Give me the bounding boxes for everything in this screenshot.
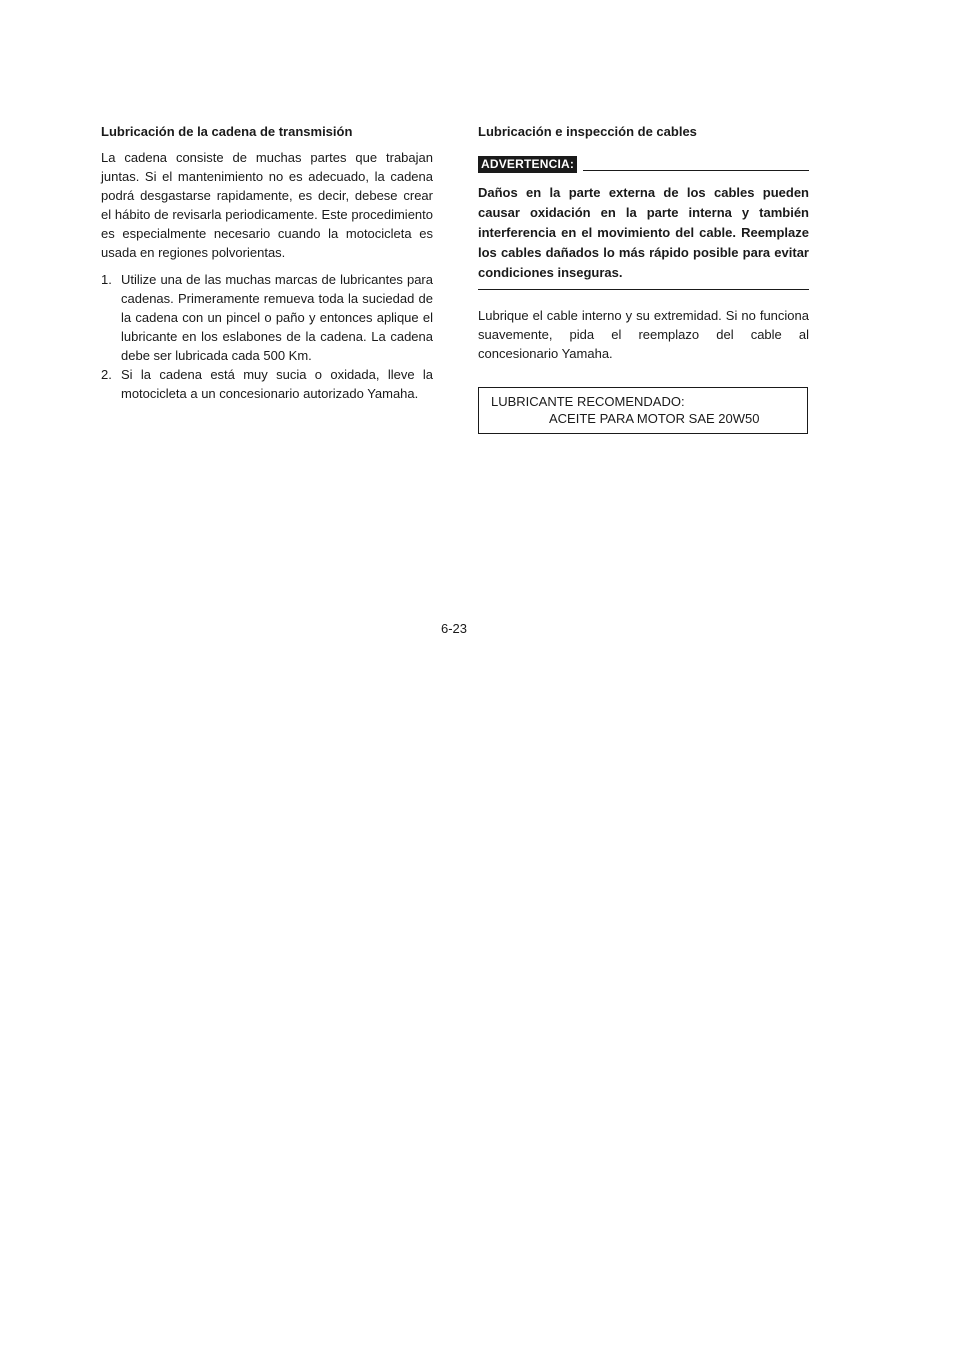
left-column	[101, 124, 433, 403]
step-text: Utilize una de las muchas marcas de lubricantes para cadenas. Primeramente remueva toda la suciedad de la cadena con un pincel o paño y entonces aplique el lubricante en los eslabones de la cadena. La cadena debe ser lubricada cada 500 Km.	[121, 272, 433, 363]
cable-lubrication-heading: Lubricación e inspección de cables	[478, 124, 697, 139]
step-number: 1.	[101, 272, 112, 287]
list-item	[101, 270, 433, 365]
step-number: 2.	[101, 367, 112, 382]
recommended-lubricant-box	[478, 387, 808, 434]
chain-lubrication-heading: Lubricación de la cadena de transmisión	[101, 124, 353, 139]
warning-text: Daños en la parte externa de los cables pueden causar oxidación en la parte interna y también interferencia en el movimiento del cable. Reemplaze los cables dañados lo más rápido posible para evitar condiciones inseguras.	[478, 185, 809, 280]
warning-end-divider	[478, 289, 809, 290]
right-column	[478, 124, 809, 434]
spec-label: LUBRICANTE RECOMENDADO:	[491, 394, 685, 409]
page-number: 6-23	[440, 621, 468, 636]
cable-instructions-paragraph: Lubrique el cable interno y su extremidad. Si no funciona suavemente, pida el reemplazo del cable al concesionario Yamaha.	[478, 308, 809, 361]
list-item	[101, 365, 433, 403]
step-text: Si la cadena está muy sucia o oxidada, lleve la motocicleta a un concesionario autorizado Yamaha.	[121, 367, 433, 401]
warning-badge: ADVERTENCIA:	[478, 156, 577, 173]
warning-divider	[583, 170, 809, 171]
chain-intro-paragraph: La cadena consiste de muchas partes que trabajan juntas. Si el mantenimiento no es adecuado, la cadena podrá desgastarse rapidamente, es decir, debese crear el hábito de revisarla periodicamente. Este procedimiento es especialmente necesario cuando la motocicleta es usada en regiones polvorientas.	[101, 150, 433, 260]
spec-value: ACEITE PARA MOTOR SAE 20W50	[549, 411, 760, 426]
chain-steps-list	[101, 270, 433, 403]
warning-header	[478, 156, 809, 173]
